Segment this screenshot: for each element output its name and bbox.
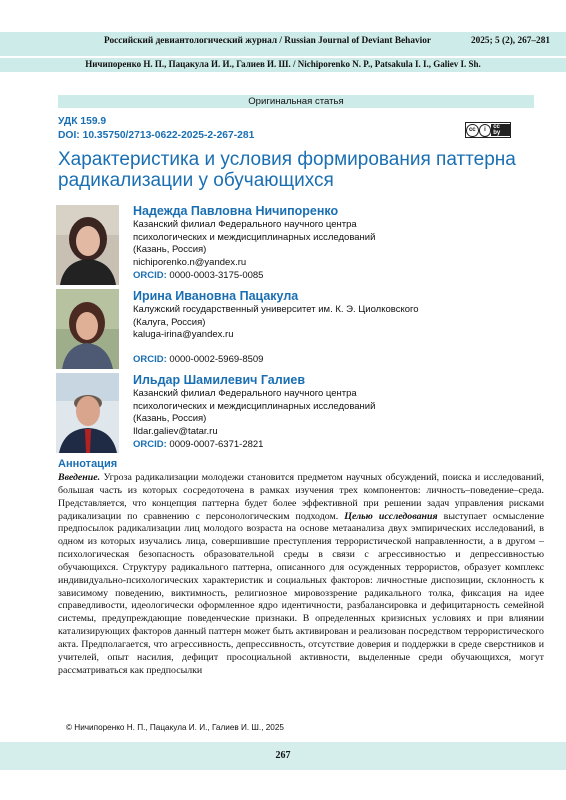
purpose-label: Целью исследования xyxy=(344,510,438,522)
license-label: cc by xyxy=(491,124,510,136)
author-name-3: Ильдар Шамилевич Галиев xyxy=(133,373,306,387)
author-name-1: Надежда Павловна Ничипоренко xyxy=(133,204,339,218)
issue-info: 2025; 5 (2), 267–281 xyxy=(470,36,550,46)
page-number: 267 xyxy=(275,750,291,761)
article-title: Характеристика и условия формирования паттерна радикализации у обучающихся xyxy=(58,149,516,191)
author-details-2 xyxy=(133,304,419,342)
author-photo-3 xyxy=(56,373,119,453)
affiliation-line: (Казань, Россия) xyxy=(133,413,207,425)
intro-label: Введение. xyxy=(58,472,101,483)
author-photo-2 xyxy=(56,289,119,369)
affiliation-line: Калужский государственный университет им. К. Э. Циолковского xyxy=(133,304,419,315)
author-email[interactable]: nichiporenko.n@yandex.ru xyxy=(133,257,247,269)
author-details-3 xyxy=(133,388,375,452)
purpose-text: выступает осмысление предпосылок радикализации лиц молодого возраста на основе метаанализа двух эмпирических исследований, в одном из которых изучались лица, совершившие преступления террористической направленности, а в другом – психологическая безопасность образовательной среды в связи с агрессивностью и депрессивностью обучающихся. Структуру радикального паттерна, описанного для осужденных террористов, образует комплекс индивидуально-психологических характеристик и социальных факторов: личностные диспозиции, склонность к зависимому поведению, виктимность, религиозное мировоззрение радикального толка, фиксация на идее справедливости, идеологически оформленное ядро идентичности, разбалансировка и дефицитарность семейной системы, предупреждающие поведенческие признаки. В определенных кризисных условиях и при влиянии катализирующих факторов данный паттерн может быть активирован и реализован посредством террористического акта. Предполагается, что агрессивность, депрессивность, отсутствие доверия и поддержки в среде сверстников и учителей, опыт насилия, дефицит просоциальной активности, выделенные среди обучающихся, могут рассматриваться как предпосылки xyxy=(58,510,544,676)
orcid-label: ORCID: xyxy=(133,438,167,450)
affiliation-line: Казанский филиал Федерального научного центра xyxy=(133,388,357,399)
running-authors: Ничипоренко Н. П., Пацакула И. И., Галиев И. Ш. / Nichiporenko N. P., Patsakula I. I., Galiev I. Sh. xyxy=(85,59,481,69)
journal-name: Российский девиантологический журнал / Russian Journal of Deviant Behavior xyxy=(104,36,432,46)
author-orcid[interactable]: 0009-0007-6371-2821 xyxy=(169,438,264,450)
affiliation-line: (Калуга, Россия) xyxy=(133,316,206,328)
cc-icon: cc xyxy=(466,124,479,137)
author-name-2: Ирина Ивановна Пацакула xyxy=(133,289,299,303)
author-orcid-row-2 xyxy=(133,354,263,367)
article-type: Оригинальная статья xyxy=(58,95,534,108)
affiliation-line: Казанский филиал Федерального научного центра xyxy=(133,219,357,230)
affiliation-line: психологических и междисциплинарных исследований xyxy=(133,231,376,243)
copyright-notice: © Ничипоренко Н. П., Пацакула И. И., Галиев И. Ш., 2025 xyxy=(66,723,284,732)
by-person-icon: i xyxy=(479,124,492,137)
doi-link[interactable]: DOI: 10.35750/2713-0622-2025-2-267-281 xyxy=(58,130,255,141)
author-photo-1 xyxy=(56,205,119,285)
abstract-text xyxy=(58,472,544,678)
author-email[interactable]: kaluga-irina@yandex.ru xyxy=(133,329,234,341)
udk-code: УДК 159.9 xyxy=(58,116,107,127)
orcid-label: ORCID: xyxy=(133,354,167,365)
author-orcid[interactable]: 0000-0002-5969-8509 xyxy=(169,354,264,365)
affiliation-line: (Казань, Россия) xyxy=(133,244,207,256)
intro-text: Угроза радикализации молодежи становится предметом научных обсуждений, поиска и исследований, большая часть из которых сосредоточена в рамках изучения трех компонентов: личность–поведение–среда. Представляется, что концепция паттерна будет более эффективной при решении задач управления рисками радикализации по сравнению с персонологическим подходом. xyxy=(58,472,544,522)
cc-license-badge[interactable] xyxy=(465,122,511,138)
affiliation-line: психологических и междисциплинарных исследований xyxy=(133,400,376,412)
author-details-1 xyxy=(133,219,375,283)
author-email[interactable]: Ildar.galiev@tatar.ru xyxy=(133,426,218,438)
author-orcid[interactable]: 0000-0003-3175-0085 xyxy=(169,269,264,281)
orcid-label: ORCID: xyxy=(133,269,167,281)
abstract-heading: Аннотация xyxy=(58,458,118,470)
